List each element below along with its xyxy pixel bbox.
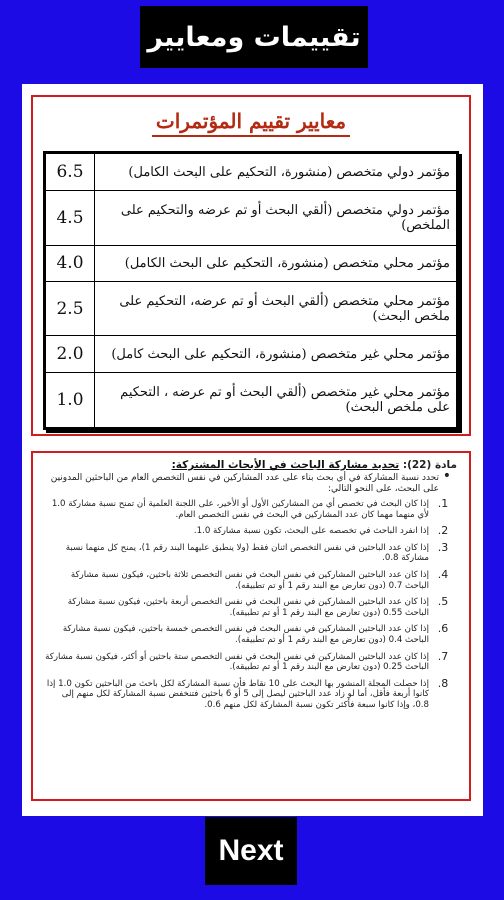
criteria-score: 1.0 <box>45 373 95 429</box>
table-row <box>45 282 458 336</box>
criteria-text: مؤتمر محلي متخصص (منشورة، التحكيم على البحث الكامل) <box>95 245 458 282</box>
criteria-text: مؤتمر محلي غير متخصص (منشورة، التحكيم على البحث كامل) <box>95 336 458 373</box>
item-number: 8. <box>437 676 449 690</box>
list-item <box>45 649 457 673</box>
item-number: 1. <box>437 497 449 510</box>
list-item <box>45 624 457 645</box>
item-text: إذا كان عدد الباحثين المشاركين في نفس البحث في نفس التخصص ثلاثة باحثين، فيكون نسبة مشاركة الباحث 0.7 (دون تعارض مع البند رقم 1 أو تم تطبيقه). <box>70 569 429 591</box>
criteria-text: مؤتمر دولي متخصص (ألقي البحث أو تم عرضه والتحكيم على الملخص) <box>95 191 458 245</box>
criteria-table <box>43 151 459 430</box>
item-number: 5. <box>437 595 449 609</box>
item-text: إذا حصلت المجلة المنشور بها البحث على 10 نقاط فأن نسبة المشاركة لكل باحث من الباحثين تكون 1.0 إذا كانوا أربعة فأقل، أما لو زاد عدد الباحثين ليصل إلى 5 أو 6 باحثين فتنخفض نسبة المشاركة لكل منهم إلى 0.8، وإذا كانوا سبعة فأكثر تكون نسبة المشاركة لكل منهم 0.6. <box>46 678 429 710</box>
criteria-text: مؤتمر دولي متخصص (منشورة، التحكيم على البحث الكامل) <box>95 153 458 191</box>
list-item <box>45 499 457 520</box>
table-row <box>45 191 458 245</box>
criteria-score: 2.5 <box>45 282 95 336</box>
rules-panel <box>31 451 471 801</box>
item-number: 7. <box>437 649 449 663</box>
criteria-title: معايير تقييم المؤتمرات <box>33 109 469 133</box>
article-number: مادة (22): <box>402 459 457 471</box>
criteria-score: 4.5 <box>45 191 95 245</box>
list-item <box>45 676 457 711</box>
criteria-text: مؤتمر محلي غير متخصص (ألقي البحث أو تم عرضه ، التحكيم على ملخص البحث) <box>95 373 458 429</box>
list-item <box>45 526 457 537</box>
criteria-score: 2.0 <box>45 336 95 373</box>
table-row <box>45 245 458 282</box>
item-number: 6. <box>437 622 449 636</box>
item-text: إذا كان عدد الباحثين المشاركين في نفس البحث في نفس التخصص خمسة باحثين، فيكون نسبة مشاركة الباحث 0.4 (دون تعارض مع البند رقم 1 أو تم تطبيقه). <box>62 624 429 645</box>
criteria-text: مؤتمر محلي متخصص (ألقي البحث أو تم عرضه، التحكيم على ملخص البحث) <box>95 282 458 336</box>
table-row <box>45 153 458 191</box>
rules-list <box>45 499 457 711</box>
item-number: 4. <box>437 567 449 581</box>
item-number: 3. <box>437 540 449 554</box>
next-button[interactable]: Next <box>205 817 297 885</box>
article-heading <box>45 459 457 471</box>
table-row <box>45 373 458 429</box>
list-item <box>45 567 457 591</box>
article-title: تحديد مشاركة الباحث في الأبحاث المشتركة: <box>171 459 400 471</box>
list-item <box>45 597 457 618</box>
item-text: إذا كان عدد الباحثين المشاركين في نفس البحث في نفس التخصص ستة باحثين أو أكثر، فيكون نسبة مشاركة الباحث 0.25 (دون تعارض مع البند رقم 1 أو تم تطبيقه). <box>45 651 429 673</box>
criteria-score: 4.0 <box>45 245 95 282</box>
item-text: إذا كان عدد الباحثين المشاركين في نفس البحث في نفس التخصص أربعة باحثين، فيكون نسبة مشاركة الباحث 0.55 (دون تعارض مع البند رقم 1 أو تم تطبيقه). <box>67 597 429 618</box>
item-text: إذا كان عدد الباحثين في نفس التخصص اثنان فقط (ولا ينطبق عليهما البند رقم 1)، يمنح كل منهما نسبة مشاركة 0.8. <box>65 542 429 564</box>
table-row <box>45 336 458 373</box>
criteria-panel <box>31 95 471 436</box>
item-number: 2. <box>437 524 449 538</box>
criteria-score: 6.5 <box>45 153 95 191</box>
item-text: إذا انفرد الباحث في تخصصه على البحث، تكون نسبة مشاركة 1.0. <box>193 526 429 537</box>
article-intro: • تحدد نسبة المشاركة في أي بحث بناء على عدد المشاركين في نفس التخصص العام من الباحثين المدونين على البحث، على النحو التالي: <box>45 473 451 495</box>
content-image <box>22 84 483 816</box>
list-item <box>45 540 457 564</box>
item-text: إذا كان البحث في تخصص أي من المشاركين الأول أو الأخير، على اللجنة العلمية أن تمنح نسبة مشاركة 1.0 لأي منهما مهما كان عدد المشاركين في البحث في نفس التخصص العام. <box>51 499 429 520</box>
page-title: تقييمات ومعايير <box>140 6 368 68</box>
